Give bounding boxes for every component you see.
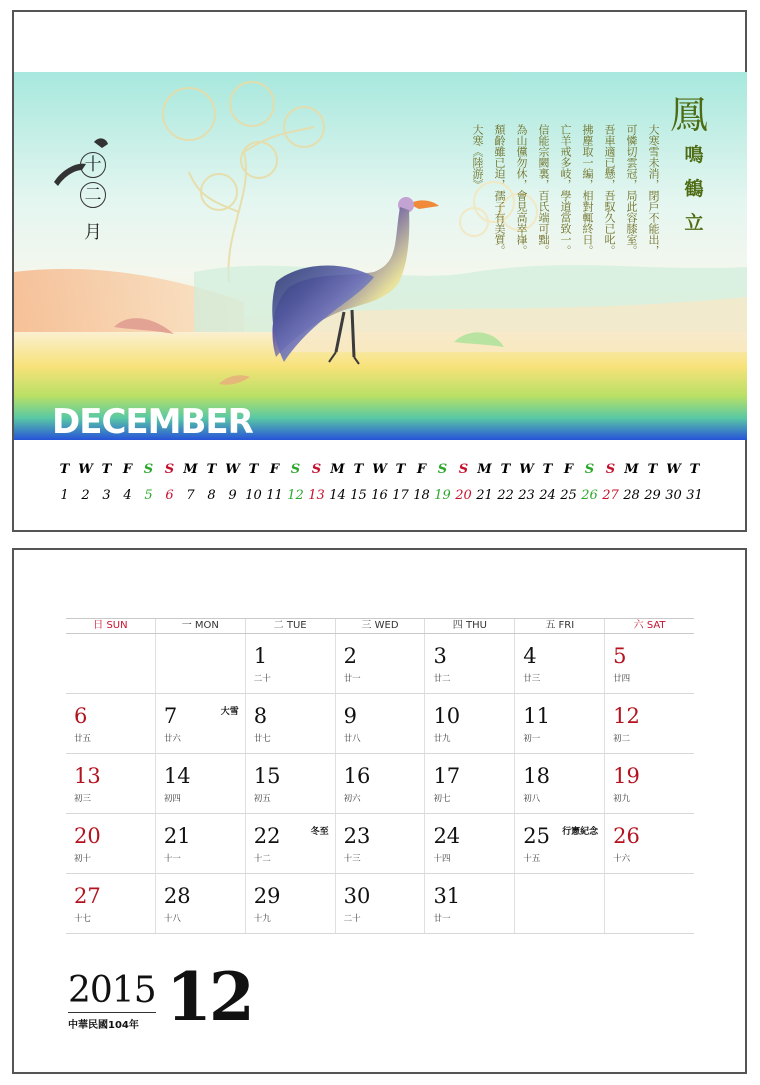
month-mark-two: 二 [80, 182, 106, 208]
day-number: 28 [163, 884, 191, 908]
day-cell[interactable] [514, 694, 604, 753]
day-cell[interactable] [335, 634, 425, 693]
strip-weekday: S [437, 462, 448, 477]
week-row [66, 634, 694, 694]
day-number: 15 [253, 764, 281, 788]
day-number: 27 [74, 884, 101, 908]
month-grid [66, 618, 694, 934]
lunar-date: 初三 [74, 794, 92, 804]
day-number: 26 [613, 824, 640, 848]
strip-weekday: T [248, 462, 259, 477]
weekday-header-cell: 四 THU [424, 619, 514, 633]
lunar-date: 十五 [523, 854, 541, 864]
day-number: 4 [523, 644, 537, 668]
day-number: 12 [613, 704, 640, 728]
day-number: 22 [253, 824, 281, 848]
poem-sub-3: 立 [684, 212, 704, 234]
lunar-date: 二十 [343, 914, 361, 924]
lunar-date: 初八 [523, 794, 541, 804]
weekday-header-cell: 六 SAT [604, 619, 694, 633]
poem-line: 信能宗闕裏，百氏端可黜。 [537, 124, 550, 256]
strip-weekday: S [164, 462, 175, 477]
day-number: 8 [253, 704, 268, 728]
day-cell[interactable] [155, 874, 245, 933]
weekday-strip [54, 462, 705, 477]
strip-date: 9 [228, 488, 237, 503]
day-number: 2 [343, 644, 357, 668]
strip-date: 29 [644, 488, 661, 503]
strip-weekday: T [59, 462, 70, 477]
strip-weekday: M [624, 462, 639, 477]
week-row [66, 814, 694, 874]
strip-date: 19 [434, 488, 451, 503]
lunar-date: 廿五 [74, 734, 92, 744]
strip-date: 3 [102, 488, 111, 503]
day-cell[interactable] [604, 694, 694, 753]
lunar-date: 十一 [163, 854, 181, 864]
strip-weekday: W [519, 462, 534, 477]
strip-date: 8 [207, 488, 216, 503]
day-number: 9 [343, 704, 357, 728]
holiday-note: 行憲紀念 [562, 827, 599, 837]
weekday-header [66, 618, 694, 634]
strip-date: 2 [81, 488, 90, 503]
day-number: 5 [613, 644, 627, 668]
month-char: 月 [84, 222, 102, 243]
day-cell[interactable] [335, 814, 425, 873]
lunar-date: 十四 [433, 854, 451, 864]
lunar-date: 初十 [74, 854, 92, 864]
week-row [66, 694, 694, 754]
strip-date: 26 [581, 488, 598, 503]
day-number: 3 [433, 644, 447, 668]
strip-weekday: W [225, 462, 240, 477]
day-number: 31 [433, 884, 461, 908]
strip-date: 15 [350, 488, 367, 503]
weekday-header-cell: 二 TUE [245, 619, 335, 633]
strip-weekday: T [500, 462, 511, 477]
strip-date: 25 [560, 488, 577, 503]
day-cell[interactable] [514, 634, 604, 693]
strip-weekday: S [458, 462, 469, 477]
day-cell[interactable] [514, 814, 604, 873]
day-number: 21 [163, 824, 191, 848]
lunar-date: 十八 [163, 914, 181, 924]
poem-line: 大寒雪未消，閉戶不能出， [647, 124, 660, 256]
day-number: 24 [433, 824, 461, 848]
strip-weekday: S [584, 462, 595, 477]
day-number: 16 [343, 764, 371, 788]
day-cell [604, 874, 694, 933]
weekday-header-cell: 三 WED [335, 619, 425, 633]
strip-date: 20 [455, 488, 472, 503]
day-cell[interactable] [335, 874, 425, 933]
lunar-date: 初一 [523, 734, 541, 744]
strip-weekday: W [78, 462, 93, 477]
strip-date: 10 [245, 488, 262, 503]
strip-weekday: W [666, 462, 681, 477]
day-cell[interactable] [155, 814, 245, 873]
strip-weekday: S [311, 462, 322, 477]
day-cell [514, 874, 604, 933]
lunar-date: 廿一 [433, 914, 451, 924]
strip-date: 28 [623, 488, 640, 503]
poem-sub-1: 鳴 [684, 144, 704, 166]
strip-date: 16 [371, 488, 388, 503]
lunar-date: 十二 [253, 854, 271, 864]
day-cell[interactable] [604, 634, 694, 693]
poem-line: 為山儻勿休，會見高崒嵂。 [515, 124, 528, 256]
strip-date: 5 [144, 488, 153, 503]
date-strip [54, 488, 705, 503]
day-cell[interactable] [66, 874, 155, 933]
poem-line: 吾車適已懸，吾馭久已叱。 [603, 124, 616, 256]
day-cell[interactable] [66, 814, 155, 873]
strip-weekday: T [353, 462, 364, 477]
strip-date: 23 [518, 488, 535, 503]
strip-weekday: T [647, 462, 658, 477]
poem-author: 大寒《陸游》 [471, 124, 484, 190]
day-number: 11 [523, 704, 551, 728]
day-cell[interactable] [245, 694, 335, 753]
strip-weekday: T [206, 462, 217, 477]
day-cell[interactable] [335, 754, 425, 813]
strip-date: 1 [60, 488, 69, 503]
weekday-header-cell: 一 MON [155, 619, 245, 633]
strip-weekday: F [122, 462, 133, 477]
poem-title: 鳳 [670, 93, 709, 137]
strip-date: 31 [686, 488, 703, 503]
week-row [66, 754, 694, 814]
month-mark-ten: 十 [80, 152, 106, 178]
lunar-date: 廿八 [343, 734, 361, 744]
strip-weekday: F [416, 462, 427, 477]
strip-weekday: F [269, 462, 280, 477]
strip-date: 6 [165, 488, 174, 503]
strip-weekday: W [372, 462, 387, 477]
day-number: 20 [74, 824, 101, 848]
strip-weekday: T [542, 462, 553, 477]
strip-date: 21 [476, 488, 493, 503]
day-cell[interactable] [245, 754, 335, 813]
day-number: 6 [74, 704, 88, 728]
day-number: 10 [433, 704, 461, 728]
lunar-date: 十九 [253, 914, 271, 924]
day-number: 23 [343, 824, 371, 848]
day-cell[interactable] [155, 754, 245, 813]
day-cell[interactable] [424, 754, 514, 813]
footer-month-number: 12 [166, 958, 252, 1036]
day-cell[interactable] [155, 694, 245, 753]
strip-weekday: S [143, 462, 154, 477]
weekday-header-cell: 日 SUN [93, 620, 128, 631]
day-cell[interactable] [335, 694, 425, 753]
strip-date: 13 [308, 488, 325, 503]
strip-weekday: S [605, 462, 616, 477]
strip-weekday: T [395, 462, 406, 477]
day-cell[interactable] [604, 814, 694, 873]
strip-date: 12 [287, 488, 304, 503]
lunar-date: 初二 [613, 734, 631, 744]
lunar-date: 初七 [433, 794, 451, 804]
day-cell[interactable] [514, 754, 604, 813]
strip-date: 30 [665, 488, 682, 503]
day-number: 7 [163, 704, 178, 728]
strip-date: 18 [413, 488, 430, 503]
day-number: 30 [343, 884, 371, 908]
strip-date: 27 [602, 488, 619, 503]
day-cell[interactable] [245, 814, 335, 873]
poem-line: 亡羊戒多岐，學道當致一。 [559, 124, 572, 256]
strip-date: 7 [186, 488, 195, 503]
lunar-date: 初五 [253, 794, 271, 804]
day-cell [155, 634, 245, 693]
poem-line: 拂塵取一編，相對輒終日。 [581, 124, 594, 256]
lunar-date: 十三 [343, 854, 361, 864]
day-cell[interactable] [424, 634, 514, 693]
strip-weekday: M [477, 462, 492, 477]
day-cell[interactable] [424, 874, 514, 933]
day-cell[interactable] [604, 754, 694, 813]
strip-date: 24 [539, 488, 556, 503]
footer-year: 2015 [68, 970, 156, 1011]
month-title: DECEMBER [52, 402, 253, 442]
week-row [66, 874, 694, 934]
lunar-date: 廿二 [433, 674, 451, 684]
day-number: 13 [74, 764, 101, 788]
poem-line: 頹齡雖已迫，孺子有美質。 [493, 124, 506, 256]
holiday-note: 大雪 [220, 707, 239, 717]
lunar-date: 初九 [613, 794, 631, 804]
day-number: 29 [253, 884, 281, 908]
calendar-art-page [12, 10, 747, 532]
strip-date: 22 [497, 488, 514, 503]
poem-sub-2: 鶴 [684, 178, 704, 200]
lunar-date: 二十 [253, 674, 271, 684]
lunar-date: 十七 [74, 914, 92, 924]
day-cell[interactable] [66, 694, 155, 753]
strip-date: 14 [329, 488, 346, 503]
lunar-date: 廿四 [613, 674, 631, 684]
lunar-date: 初六 [343, 794, 361, 804]
weeks [66, 634, 694, 934]
footer-roc-year: 中華民國104年 [68, 1020, 139, 1031]
day-cell[interactable] [245, 634, 335, 693]
day-number: 14 [163, 764, 191, 788]
strip-weekday: M [183, 462, 198, 477]
weekday-header-cell: 五 FRI [514, 619, 604, 633]
strip-date: 4 [123, 488, 132, 503]
day-cell[interactable] [424, 814, 514, 873]
lunar-date: 廿六 [163, 734, 181, 744]
day-cell [66, 634, 155, 693]
lunar-date: 廿三 [523, 674, 541, 684]
poem-line: 可憐切雲冠，局此容膝室。 [625, 124, 638, 256]
day-number: 1 [253, 644, 268, 668]
strip-weekday: T [101, 462, 112, 477]
day-number: 25 [523, 824, 551, 848]
day-number: 18 [523, 764, 551, 788]
lunar-date: 廿七 [253, 734, 271, 744]
lunar-date: 廿一 [343, 674, 361, 684]
day-cell[interactable] [66, 754, 155, 813]
strip-weekday: F [563, 462, 574, 477]
holiday-note: 冬至 [310, 827, 329, 837]
strip-date: 11 [266, 488, 283, 503]
strip-weekday: M [330, 462, 345, 477]
strip-weekday: T [689, 462, 700, 477]
day-cell[interactable] [424, 694, 514, 753]
lunar-date: 初四 [163, 794, 181, 804]
day-cell[interactable] [245, 874, 335, 933]
lunar-date: 廿九 [433, 734, 451, 744]
day-number: 19 [613, 764, 640, 788]
lunar-date: 十六 [613, 854, 631, 864]
strip-date: 17 [392, 488, 409, 503]
calendar-grid-page [12, 548, 747, 1074]
day-number: 17 [433, 764, 461, 788]
strip-weekday: S [290, 462, 301, 477]
